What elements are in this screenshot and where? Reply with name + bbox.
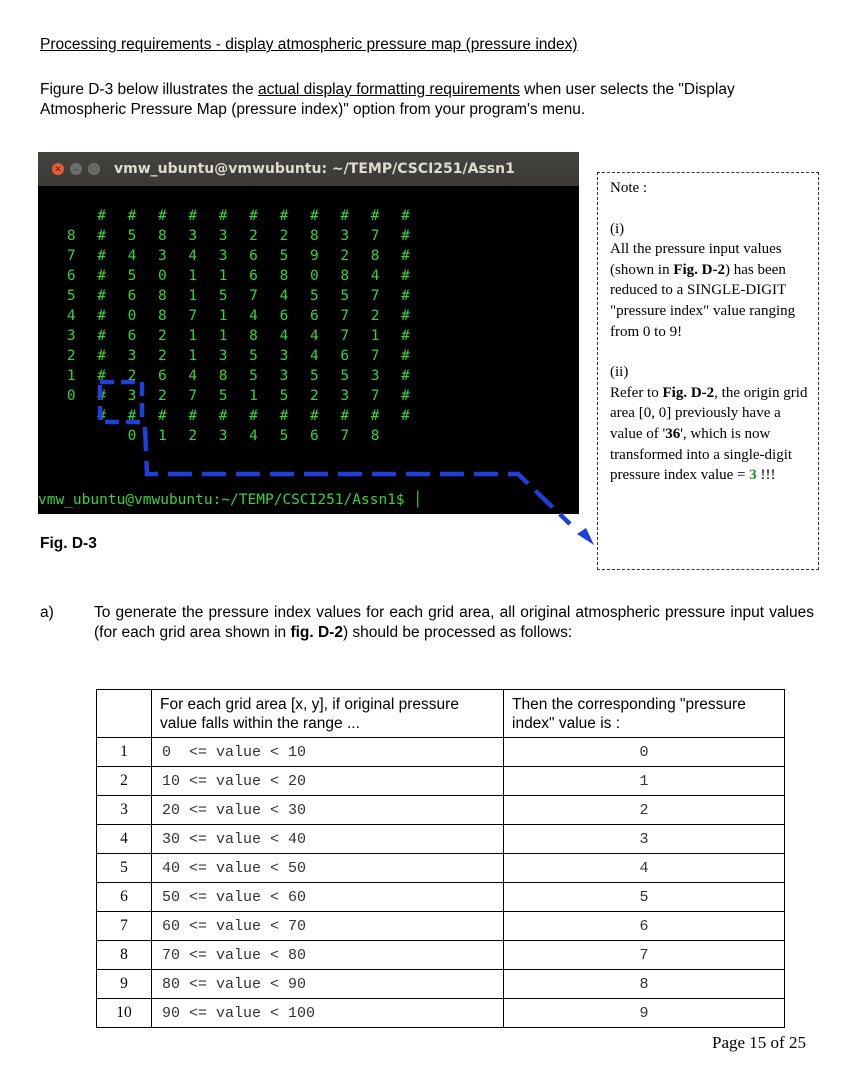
terminal-grid-cell: 1 [249, 388, 258, 404]
terminal-grid-cell: # [97, 268, 106, 284]
row-number-cell: 3 [97, 796, 152, 825]
terminal-grid-cell: 5 [127, 228, 137, 244]
terminal-grid-cell: 2 [370, 308, 380, 324]
terminal-grid-cell: 6 [279, 308, 289, 324]
table-row [97, 883, 785, 912]
terminal-grid-cell: # [97, 348, 106, 364]
terminal-grid-cell: # [309, 408, 319, 424]
terminal-grid-cell: 2 [249, 228, 258, 244]
terminal-grid-cell: # [97, 248, 106, 264]
terminal-grid-cell: 7 [340, 328, 350, 344]
terminal-grid-cell: 6 [158, 368, 167, 384]
terminal-grid-cell: 0 [127, 428, 137, 444]
terminal-grid-cell: # [340, 208, 350, 224]
terminal-grid-cell: 4 [279, 328, 289, 344]
row-number-cell: 8 [97, 941, 152, 970]
table-row [97, 738, 785, 767]
terminal-grid-cell: # [218, 408, 228, 424]
terminal-grid-cell: 8 [249, 328, 258, 344]
terminal-grid-cell: # [401, 308, 410, 324]
terminal-grid-cell: # [97, 408, 106, 424]
terminal-grid-cell: # [249, 408, 258, 424]
terminal-grid-cell: 2 [158, 328, 167, 344]
index-cell: 6 [504, 912, 785, 941]
minimize-icon[interactable]: – [70, 163, 82, 175]
terminal-grid-cell: # [158, 208, 167, 224]
table-row [97, 941, 785, 970]
terminal-grid-cell: # [188, 408, 198, 424]
terminal-grid-cell: 5 [340, 368, 350, 384]
terminal-grid-cell: 8 [158, 228, 167, 244]
terminal-grid-cell: 5 [249, 368, 258, 384]
pressure-index-table [96, 689, 785, 1028]
note-item2-result: 3 [749, 467, 757, 484]
maximize-icon[interactable]: □ [88, 163, 100, 175]
terminal-grid-cell: 4 [188, 368, 198, 384]
terminal-grid-cell: 3 [66, 328, 76, 344]
terminal-grid-cell: 2 [279, 228, 289, 244]
paragraph-a-fig: fig. D-2 [290, 624, 343, 641]
range-cell: 60 <= value < 70 [152, 912, 504, 941]
terminal-grid-cell: # [158, 408, 167, 424]
terminal-grid-cell: 8 [370, 248, 380, 264]
row-number-cell: 4 [97, 825, 152, 854]
terminal-grid-cell: 3 [158, 248, 167, 264]
row-number-cell: 1 [97, 738, 152, 767]
terminal-grid-cell: 7 [188, 388, 198, 404]
terminal-grid-cell: # [127, 208, 137, 224]
terminal-grid-cell: 5 [279, 428, 289, 444]
terminal-grid-cell: 8 [158, 308, 167, 324]
intro-underlined-text: actual display formatting requirements [257, 81, 520, 98]
terminal-grid-cell: # [249, 208, 258, 224]
index-cell: 4 [504, 854, 785, 883]
terminal-grid-cell: 6 [340, 348, 350, 364]
terminal-grid-cell: # [309, 208, 319, 224]
terminal-grid-cell: # [97, 228, 106, 244]
terminal-grid-cell: # [401, 248, 410, 264]
terminal-grid-cell: 5 [309, 368, 319, 384]
table-row [97, 970, 785, 999]
row-number-cell: 5 [97, 854, 152, 883]
table-row [97, 767, 785, 796]
terminal-grid-cell: 6 [249, 248, 258, 264]
section-heading: Processing requirements - display atmospheric pressure map (pressure index) [40, 36, 578, 53]
terminal-grid-cell: 2 [158, 388, 167, 404]
terminal-grid-cell: 1 [188, 328, 198, 344]
terminal-grid-cell: 1 [218, 328, 228, 344]
page-number: Page 15 of 25 [712, 1033, 806, 1052]
terminal-grid-cell: 0 [158, 268, 167, 284]
index-cell: 3 [504, 825, 785, 854]
terminal-grid-cell: 7 [66, 248, 76, 264]
index-cell: 7 [504, 941, 785, 970]
terminal-grid-cell: 4 [279, 288, 289, 304]
terminal-grid-cell: 4 [370, 268, 380, 284]
terminal-grid-cell: # [97, 328, 106, 344]
terminal-grid-cell: 2 [340, 248, 350, 264]
terminal-grid-cell: 8 [279, 268, 289, 284]
terminal-grid-cell: 7 [340, 428, 350, 444]
terminal-grid-cell: 2 [309, 388, 319, 404]
terminal-grid-cell: # [127, 408, 137, 424]
note-item2-text-a: Refer to [610, 384, 663, 401]
note-item2-end: !!! [756, 467, 776, 484]
index-cell: 5 [504, 883, 785, 912]
terminal-grid-cell: 5 [249, 348, 258, 364]
header-num-cell [97, 690, 152, 738]
note-item1-text-b: ) has been reduced to a SINGLE-DIGIT "pressure index" value ranging from 0 to 9! [610, 261, 796, 340]
note-item1-label: (i) [610, 220, 625, 237]
terminal-grid-cell: 5 [279, 388, 289, 404]
close-icon[interactable]: ✕ [52, 163, 64, 175]
terminal-grid-cell: # [97, 208, 106, 224]
terminal-grid-cell: 8 [340, 268, 350, 284]
terminal-grid-cell: 1 [218, 268, 228, 284]
terminal-grid-cell: 7 [370, 348, 380, 364]
terminal-grid-cell: # [401, 348, 410, 364]
terminal-grid-cell: # [370, 208, 380, 224]
table-row [97, 796, 785, 825]
range-cell: 0 <= value < 10 [152, 738, 504, 767]
index-cell: 9 [504, 999, 785, 1028]
terminal-grid-cell: 8 [218, 368, 228, 384]
terminal-grid-cell: # [97, 388, 106, 404]
header-index-cell: Then the corresponding "pressure index" value is : [504, 690, 785, 738]
note-item1-text-a: All the pressure input values (shown in [610, 241, 782, 278]
index-cell: 0 [504, 738, 785, 767]
terminal-grid-cell: 5 [340, 288, 350, 304]
terminal-grid-cell: 1 [218, 308, 228, 324]
terminal-grid-cell: 6 [309, 308, 319, 324]
terminal-grid-cell: # [401, 228, 410, 244]
paragraph-a-text-2: ) should be processed as follows: [342, 624, 573, 641]
terminal-title: vmw_ubuntu@vmwubuntu: ~/TEMP/CSCI251/Assn1 [114, 161, 515, 177]
terminal-grid-cell: # [218, 208, 228, 224]
index-cell: 1 [504, 767, 785, 796]
range-cell: 30 <= value < 40 [152, 825, 504, 854]
intro-text-1: Figure D-3 below illustrates the [40, 81, 258, 98]
terminal-grid-cell: 8 [309, 228, 319, 244]
paragraph-a [40, 603, 814, 643]
terminal-grid-cell: # [188, 208, 198, 224]
terminal-grid-cell: 3 [279, 368, 289, 384]
terminal-grid-cell: 3 [127, 388, 137, 404]
note-item2-text-c: ', which is now transformed into a single-digit pressure index value = [610, 425, 793, 484]
terminal-grid-cell: 7 [370, 228, 380, 244]
row-number-cell: 9 [97, 970, 152, 999]
terminal-grid-cell: # [279, 408, 289, 424]
table-row [97, 825, 785, 854]
terminal-grid-cell: # [97, 368, 106, 384]
range-cell: 40 <= value < 50 [152, 854, 504, 883]
table-row [97, 912, 785, 941]
terminal-grid-cell: 2 [66, 348, 76, 364]
dashed-connector-line [145, 427, 570, 524]
terminal-grid-cell: # [97, 308, 106, 324]
terminal-grid-cell: 7 [249, 288, 258, 304]
terminal-grid-cell: 4 [249, 428, 258, 444]
terminal-grid-cell: 5 [66, 288, 76, 304]
terminal-grid-cell: 2 [188, 428, 198, 444]
intro-text-2: when user selects the "Display Atmospheric Pressure Map (pressure index)" option from your program's menu. [40, 81, 735, 118]
terminal-grid-cell: 0 [309, 268, 319, 284]
terminal-grid-cell: # [401, 208, 410, 224]
terminal-grid-cell: # [279, 208, 289, 224]
terminal-grid-cell: # [401, 288, 410, 304]
note-item1-fig: Fig. D-2 [673, 261, 726, 278]
terminal-grid-cell: 1 [188, 288, 198, 304]
table-body [97, 738, 785, 1028]
row-number-cell: 10 [97, 999, 152, 1028]
range-cell: 70 <= value < 80 [152, 941, 504, 970]
terminal-grid-cell: 5 [279, 248, 289, 264]
terminal-grid-cell: 3 [127, 348, 137, 364]
range-cell: 10 <= value < 20 [152, 767, 504, 796]
index-cell: 8 [504, 970, 785, 999]
terminal-grid-cell: 3 [340, 388, 350, 404]
terminal-grid-cell: 4 [188, 248, 198, 264]
arrow-head-icon [577, 528, 594, 545]
terminal-grid-cell: # [401, 268, 410, 284]
paragraph-a-text-1: To generate the pressure index values for each grid area, all original atmospheric pressure input values (for each grid area shown in [94, 604, 814, 641]
terminal-grid-cell: 1 [370, 328, 380, 344]
terminal-grid-cell: 4 [309, 328, 319, 344]
terminal-grid-cell: 7 [188, 308, 198, 324]
prompt-text: vmw_ubuntu@vmwubuntu:~/TEMP/CSCI251/Assn1$ [38, 492, 414, 508]
terminal-grid-cell: 7 [370, 388, 380, 404]
terminal-grid-cell: 3 [218, 348, 228, 364]
terminal-grid-cell: 1 [188, 268, 198, 284]
terminal-grid-cell: 4 [309, 348, 319, 364]
range-cell: 80 <= value < 90 [152, 970, 504, 999]
terminal-grid-cell: 6 [127, 328, 137, 344]
terminal-grid-cell: 1 [188, 348, 198, 364]
index-cell: 2 [504, 796, 785, 825]
terminal-grid-cell: # [401, 388, 410, 404]
figure-label: Fig. D-3 [40, 535, 97, 552]
terminal-grid-cell: 0 [66, 388, 76, 404]
terminal-grid-cell: 6 [127, 288, 137, 304]
terminal-grid-cell: 5 [218, 388, 228, 404]
terminal-grid-cell: 4 [127, 248, 137, 264]
terminal-grid-cell: # [401, 408, 410, 424]
terminal-grid-cell: 2 [127, 368, 137, 384]
terminal-grid-cell: 5 [309, 288, 319, 304]
terminal-grid-cell: 6 [309, 428, 319, 444]
table-row [97, 854, 785, 883]
terminal-grid-cell: 6 [249, 268, 258, 284]
terminal-grid-cell: 8 [158, 288, 167, 304]
range-cell: 20 <= value < 30 [152, 796, 504, 825]
terminal-grid-cell: 5 [127, 268, 137, 284]
paragraph-a-label: a) [40, 604, 54, 621]
row-number-cell: 6 [97, 883, 152, 912]
terminal-grid-cell: 3 [188, 228, 198, 244]
cursor-icon: │ [413, 492, 423, 508]
terminal-grid-cell: 3 [370, 368, 380, 384]
note-item2-value: 36 [665, 425, 681, 442]
origin-highlight-dashed-box [100, 382, 142, 422]
terminal-grid-cell: 4 [249, 308, 258, 324]
terminal-grid-cell: 4 [66, 308, 76, 324]
terminal-grid-cell: # [401, 328, 410, 344]
terminal-grid-cell: 0 [127, 308, 137, 324]
terminal-grid-cell: 8 [66, 228, 76, 244]
terminal-grid-cell: 1 [158, 428, 167, 444]
note-item2-text-b: , the origin grid area [0, 0] previously have a value of ' [610, 384, 808, 442]
note-title: Note : [610, 180, 648, 196]
terminal-grid-cell: 3 [218, 428, 228, 444]
terminal-grid-cell: 3 [218, 228, 228, 244]
terminal-grid-cell: 3 [340, 228, 350, 244]
terminal-grid-cell: # [401, 368, 410, 384]
terminal-grid-cell: # [97, 288, 106, 304]
terminal-grid-cell: 1 [66, 368, 76, 384]
note-item2-label: (ii) [610, 364, 629, 381]
note-item2-fig: Fig. D-2 [662, 384, 715, 401]
range-cell: 90 <= value < 100 [152, 999, 504, 1028]
range-cell: 50 <= value < 60 [152, 883, 504, 912]
terminal-grid-cell: # [340, 408, 350, 424]
terminal-grid-cell: 3 [218, 248, 228, 264]
terminal-grid-cell: 6 [66, 268, 76, 284]
row-number-cell: 7 [97, 912, 152, 941]
terminal-grid-cell: 5 [218, 288, 228, 304]
table-header-row [97, 690, 785, 738]
terminal-grid-cell: 9 [309, 248, 319, 264]
row-number-cell: 2 [97, 767, 152, 796]
terminal-grid-cell: 7 [370, 288, 380, 304]
terminal-grid-cell: 8 [370, 428, 380, 444]
paragraph-a-text [94, 603, 814, 643]
terminal-grid-cell: 3 [279, 348, 289, 364]
header-range-cell: For each grid area [x, y], if original pressure value falls within the range ... [152, 690, 504, 738]
terminal-grid-cell: # [370, 408, 380, 424]
terminal-grid-cell: 7 [340, 308, 350, 324]
terminal-grid-cell: 2 [158, 348, 167, 364]
table-row [97, 999, 785, 1028]
